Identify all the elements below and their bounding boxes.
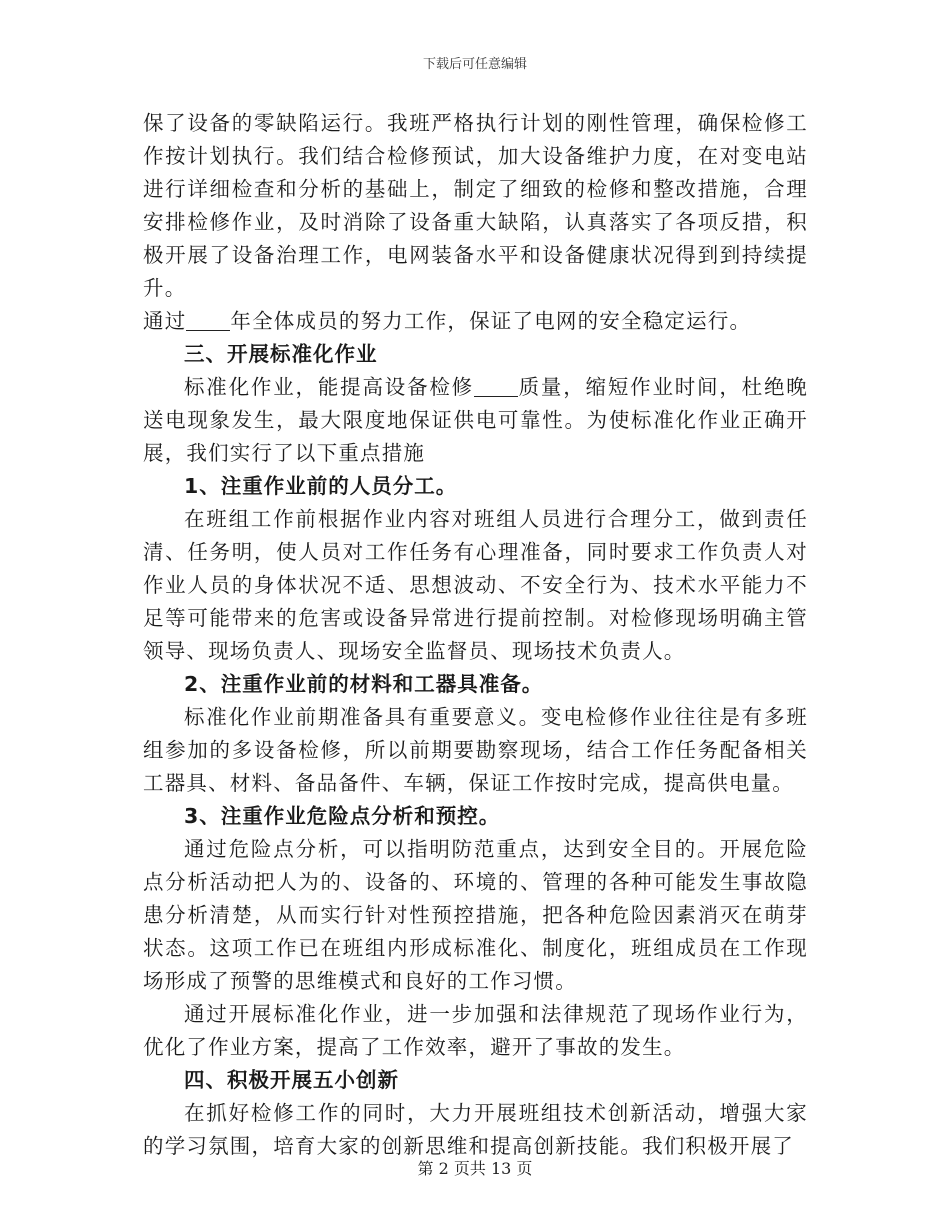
page-footer: 第 2 页共 13 页 bbox=[417, 1159, 533, 1178]
blank-line bbox=[186, 310, 230, 331]
paragraph-text: 通过 bbox=[143, 309, 187, 333]
paragraph: 通过危险点分析，可以指明防范重点，达到安全目的。开展危险点分析活动把人为的、设备的、环境的、管理的各种可能发生事故隐患分析清楚，从而实行针对性预控措施，把各种危险因素消灭在萌芽状态。这项工作已在班组内形成标准化、制度化，班组成员在工作现场形成了预警的思维模式和良好的工作习惯。 bbox=[143, 837, 808, 993]
document-body bbox=[143, 107, 808, 1163]
page-header: 下载后可任意编辑 bbox=[422, 57, 527, 72]
subsection-heading: 1、注重作业前的人员分工。 bbox=[184, 474, 458, 498]
subsection-heading: 3、注重作业危险点分析和预控。 bbox=[184, 804, 501, 828]
paragraph: 在抓好检修工作的同时，大力开展班组技术创新活动，增强大家的学习氛围，培育大家的创新思维和提高创新技能。我们积极开展了 bbox=[143, 1101, 808, 1158]
subsection-heading: 2、注重作业前的材料和工器具准备。 bbox=[184, 672, 544, 696]
paragraph: 保了设备的零缺陷运行。我班严格执行计划的刚性管理，确保检修工作按计划执行。我们结合检修预试，加大设备维护力度，在对变电站进行详细检查和分析的基础上，制定了细致的检修和整改措施，合理安排检修作业，及时消除了设备重大缺陷，认真落实了各项反措，积极开展了设备治理工作，电网装备水平和设备健康状况得到到持续提升。 bbox=[143, 111, 808, 300]
paragraph-text: 标准化作业，能提高设备检修 bbox=[184, 375, 474, 399]
paragraph-text: 年全体成员的努力工作，保证了电网的安全稳定运行。 bbox=[230, 309, 752, 333]
paragraph bbox=[143, 371, 808, 470]
paragraph: 在班组工作前根据作业内容对班组人员进行合理分工，做到责任清、任务明，使人员对工作任务有心理准备，同时要求工作负责人对作业人员的身体状况不适、思想波动、不安全行为、技术水平能力不足等可能带来的危害或设备异常进行提前控制。对检修现场明确主管领导、现场负责人、现场安全监督员、现场技术负责人。 bbox=[143, 507, 808, 663]
paragraph-text: 质量，缩短作业时间，杜绝晚送电现象发生，最大限度地保证供电可靠性。为使标准化作业正确开展，我们实行了以下重点措施 bbox=[143, 375, 808, 465]
paragraph: 标准化作业前期准备具有重要意义。变电检修作业往往是有多班组参加的多设备检修，所以前期要勘察现场，结合工作任务配备相关工器具、材料、备品备件、车辆，保证工作按时完成，提高供电量。 bbox=[143, 705, 808, 795]
paragraph: 通过开展标准化作业，进一步加强和法律规范了现场作业行为，优化了作业方案，提高了工作效率，避开了事故的发生。 bbox=[143, 1002, 808, 1059]
section-heading: 三、开展标准化作业 bbox=[184, 342, 378, 366]
section-heading: 四、积极开展五小创新 bbox=[184, 1068, 399, 1092]
blank-line bbox=[474, 376, 518, 397]
paragraph bbox=[143, 305, 808, 338]
